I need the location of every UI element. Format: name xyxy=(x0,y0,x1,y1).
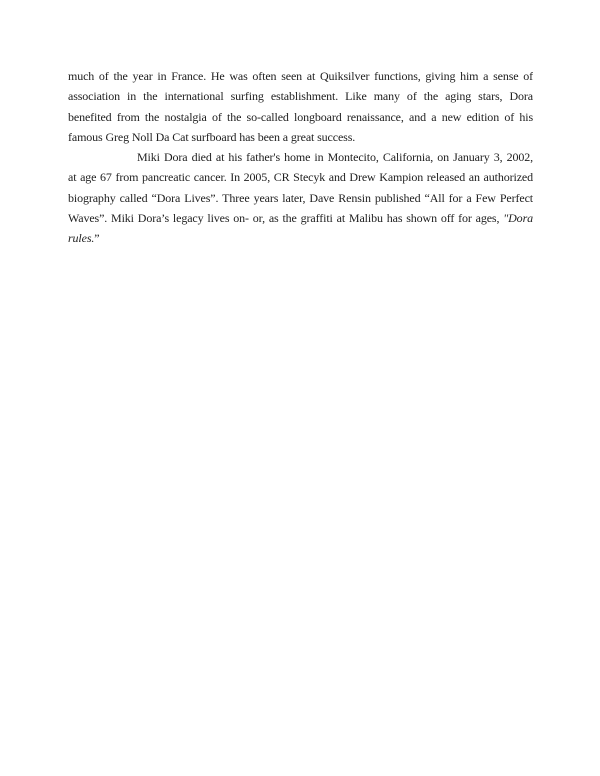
text-line-7: biography called “Dora Lives”. Three years later, Dave Rensin published “All for a Few Perfect xyxy=(68,190,533,205)
text-segment: Waves”. Miki Dora’s legacy lives on- or, as the graffiti at Malibu has shown off for ages, xyxy=(68,211,504,226)
text-line-6: at age 67 from pancreatic cancer. In 2005, CR Stecyk and Drew Kampion released an authorized xyxy=(68,170,533,185)
paragraph-1 xyxy=(68,66,533,147)
italic-segment: rules. xyxy=(68,231,95,246)
text-line-1: much of the year in France. He was often seen at Quiksilver functions, giving him a sense of xyxy=(68,69,533,83)
text-block xyxy=(68,66,533,249)
text-line-3: benefited from the nostalgia of the so-called longboard renaissance, and a new edition of his xyxy=(68,109,533,124)
text-line-5: Miki Dora died at his father's home in Montecito, California, on January 3, 2002, xyxy=(137,150,533,165)
text-line-8 xyxy=(68,208,533,228)
text-line-4: famous Greg Noll Da Cat surfboard has been a great success. xyxy=(68,129,356,144)
text-line-9 xyxy=(68,228,533,248)
text-segment: ” xyxy=(94,231,100,246)
paragraph-2 xyxy=(68,147,533,248)
italic-segment: "Dora xyxy=(503,211,533,226)
text-line-2: association in the international surfing establishment. Like many of the aging stars, Dora xyxy=(68,89,533,104)
